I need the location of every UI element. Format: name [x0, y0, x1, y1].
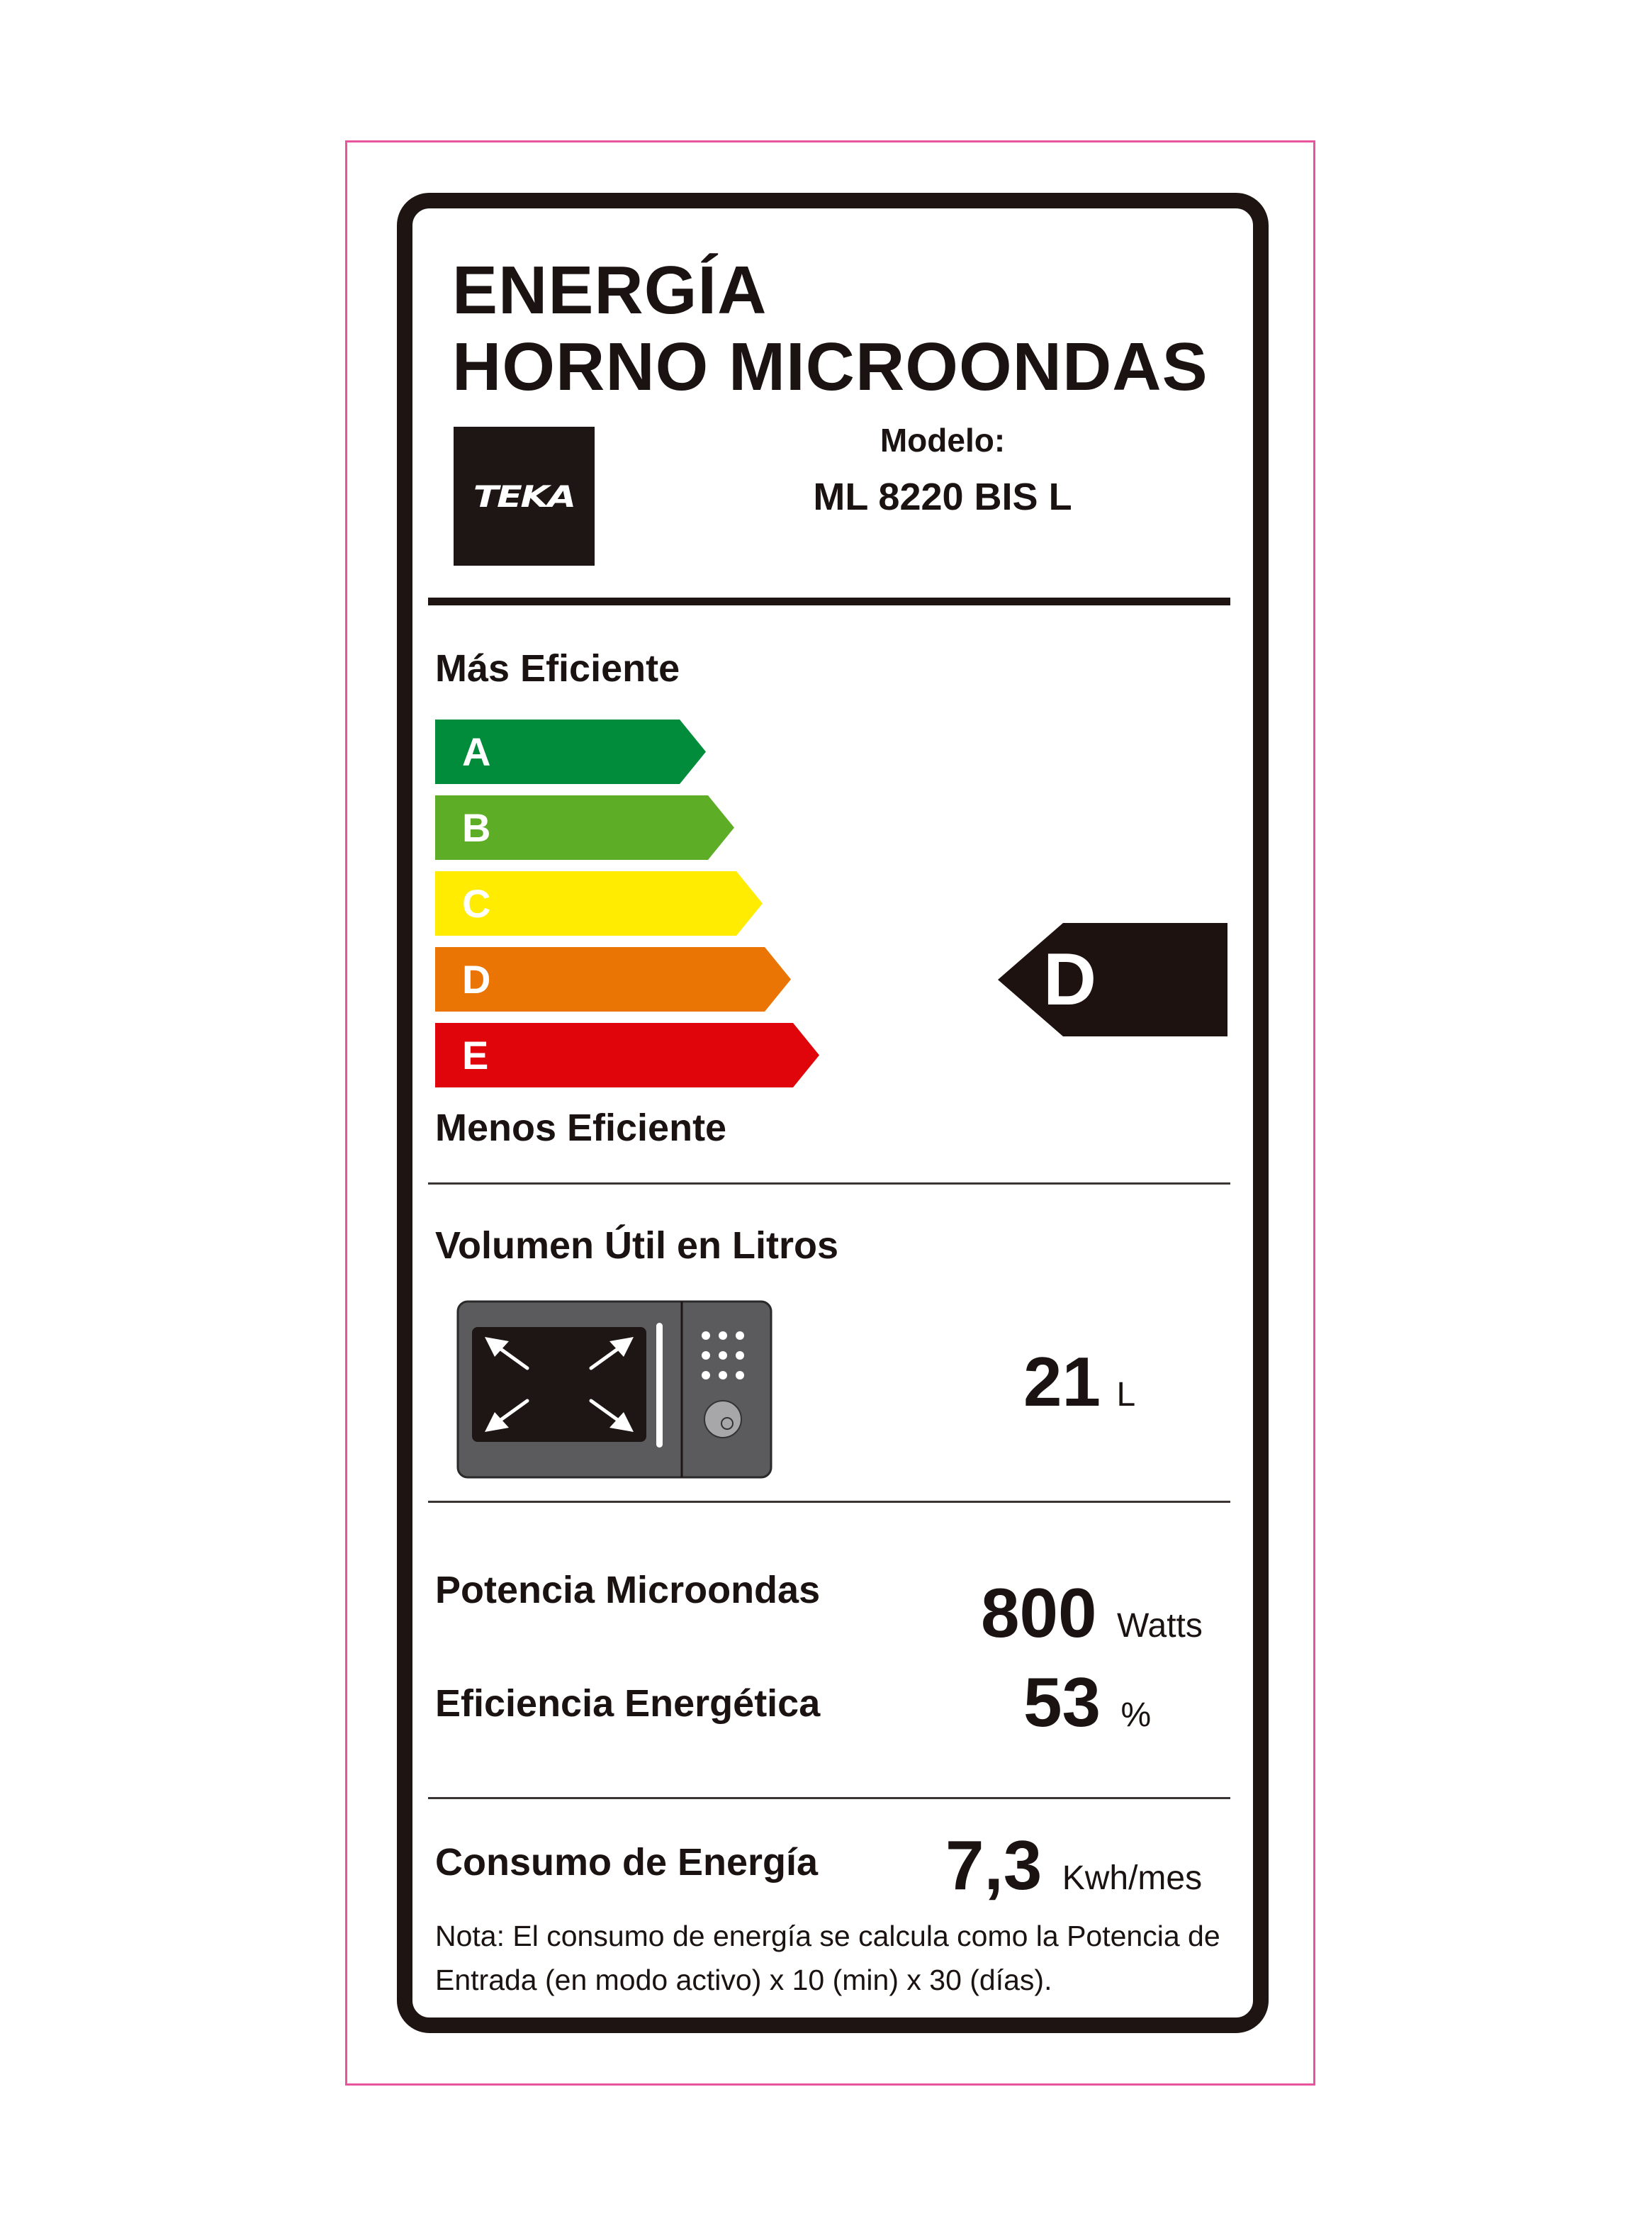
volume-unit: L: [1116, 1376, 1136, 1414]
energy-consumption-label: Consumo de Energía: [435, 1841, 819, 1884]
header-divider: [428, 598, 1230, 605]
volume-value: 21: [1023, 1343, 1101, 1421]
least-efficient-label: Menos Eficiente: [435, 1107, 727, 1149]
volume-value-group: [1023, 1343, 1136, 1421]
consumption-note: Nota: El consumo de energía se calcula como la Potencia de Entrada (en modo activo) x 10 (min) x 30 (días).: [435, 1920, 1220, 1996]
rated-class-letter: D: [1043, 939, 1097, 1021]
class-bar-e: [435, 1023, 825, 1087]
power-value-group: [981, 1574, 1203, 1652]
class-letter: C: [462, 881, 491, 926]
volume-label: Volumen Útil en Litros: [435, 1224, 839, 1267]
label-title-line1: ENERGÍA: [452, 252, 768, 328]
class-bar-b: [435, 795, 740, 860]
section-divider-1: [428, 1182, 1230, 1185]
power-value: 800: [981, 1574, 1097, 1652]
brand-logo-text: TEKA: [473, 478, 575, 514]
energy-consumption-value-group: [945, 1826, 1203, 1904]
rated-class-indicator: [998, 923, 1229, 1040]
model-label: Modelo:: [880, 422, 1006, 459]
power-label: Potencia Microondas: [435, 1569, 821, 1611]
class-bar-a: [435, 720, 712, 784]
class-letter: E: [462, 1033, 489, 1078]
class-bar-d: [435, 947, 797, 1012]
class-letter: B: [462, 805, 491, 850]
microwave-icon: [456, 1300, 772, 1482]
energy-consumption-value: 7,3: [945, 1826, 1043, 1904]
section-divider-2: [428, 1501, 1230, 1503]
energy-efficiency-unit: %: [1120, 1696, 1152, 1734]
energy-efficiency-value-group: [1023, 1663, 1152, 1741]
class-arrow-e-icon: [435, 1023, 825, 1087]
section-divider-3: [428, 1797, 1230, 1799]
energy-efficiency-value: 53: [1023, 1663, 1101, 1741]
rated-class-arrow-icon: [998, 923, 1229, 1036]
energy-consumption-unit: Kwh/mes: [1062, 1859, 1203, 1897]
brand-logo: [454, 427, 595, 566]
model-value: ML 8220 BIS L: [813, 476, 1072, 518]
class-letter: A: [462, 729, 491, 774]
most-efficient-label: Más Eficiente: [435, 647, 680, 690]
class-bar-c: [435, 871, 768, 936]
label-title-line2: HORNO MICROONDAS: [452, 329, 1208, 405]
power-unit: Watts: [1116, 1607, 1203, 1645]
class-letter: D: [462, 957, 491, 1002]
energy-efficiency-label: Eficiencia Energética: [435, 1682, 821, 1725]
